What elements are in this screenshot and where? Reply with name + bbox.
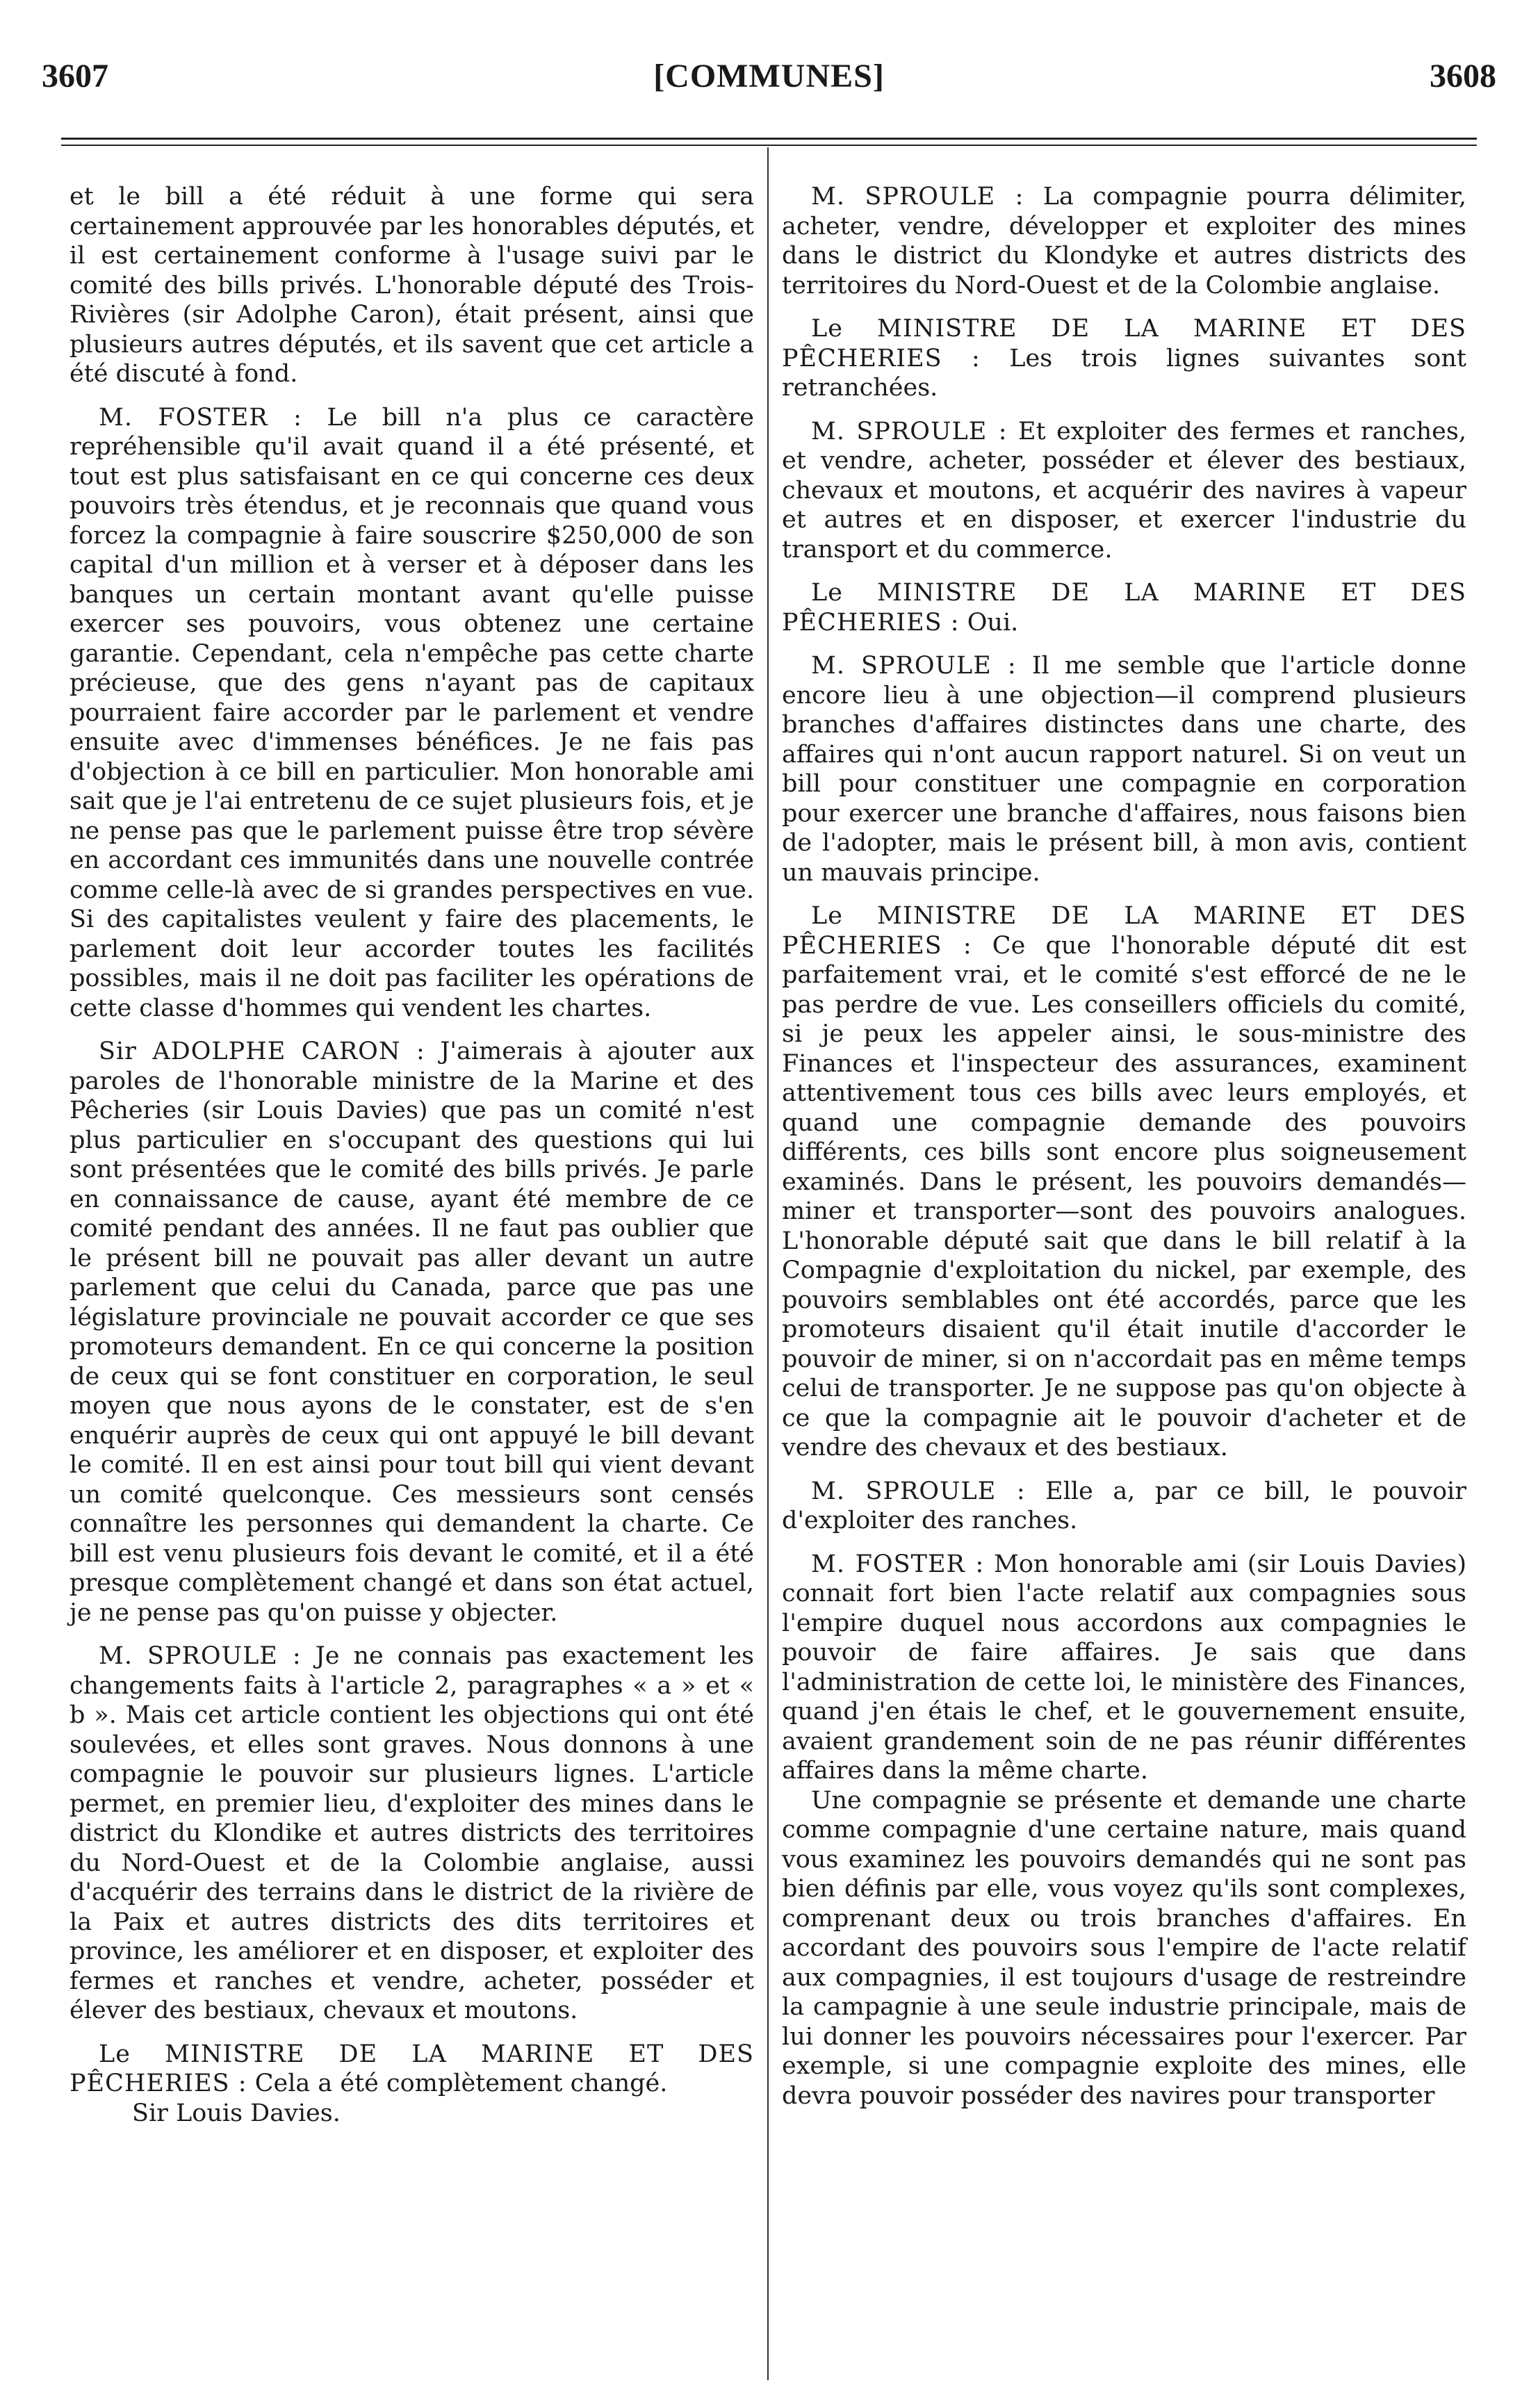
speaker: M. SPROULE : <box>811 417 1008 445</box>
speaker: Le MINISTRE DE LA MARINE ET DES PÊCHERIES : <box>69 2040 754 2097</box>
paragraph <box>782 1477 1466 1536</box>
right-column <box>782 182 1466 2124</box>
speaker: Le MINISTRE DE LA MARINE ET DES PÊCHERIES : <box>782 315 1466 372</box>
speaker: M. SPROULE : <box>811 183 1024 211</box>
speaker: M. SPROULE : <box>811 652 1017 680</box>
paragraph-text: Oui. <box>967 608 1019 637</box>
speaker: M. SPROULE : <box>99 1642 302 1670</box>
paragraph <box>782 901 1466 1463</box>
paragraph <box>69 182 754 389</box>
speaker: M. SPROULE : <box>811 1477 1026 1505</box>
page-header <box>42 57 1496 99</box>
paragraph <box>69 1037 754 1628</box>
paragraph-text: Ce que l'honorable député dit est parfaitement vrai, et le comité s'est efforcé de ne le pas perdre de vue. Les conseillers officiels du comité, si je peux les appeler ainsi, le sous-ministre des Finances et l'inspecteur des assurances, examinent attentivement tous ces bills avec leurs employés, et quand une compagnie demande des pouvoirs différents, ces bills sont encore plus soigneusement examinés. Dans le présent, les pouvoirs demandés—miner et transporter—sont des pouvoirs analogues. L'honorable député sait que dans le bill relatif à la Compagnie d'exploitation du nickel, par exemple, des pouvoirs semblables ont été accordés, parce que les promoteurs disaient qu'il était inutile d'accorder le pouvoir de miner, si on n'accordait pas en même temps celui de transporter. Je ne suppose pas qu'on objecte à ce que la compagnie ait le pouvoir d'acheter et de vendre des chevaux et des bestiaux. <box>782 931 1466 1461</box>
paragraph <box>782 1786 1466 2111</box>
paragraph-text: Sir Louis Davies. <box>132 2099 341 2127</box>
paragraph-text: Mon honorable ami (sir Louis Davies) connait fort bien l'acte relatif aux compagnies sous l'empire duquel nous accordons aux compagnies le pouvoir de faire affaires. Je sais que dans l'administration de cette loi, le ministère des Finances, quand j'en étais le chef, et le gouvernement ensuite, avaient grandement soin de ne pas réunir différentes affaires dans la même charte. <box>782 1550 1466 1785</box>
speaker: M. FOSTER : <box>99 403 302 432</box>
paragraph-text: et le bill a été réduit à une forme qui sera certainement approuvée par les honorables députés, et il est certainement conforme à l'usage suivi par le comité des bills privés. L'honorable député des Trois-Rivières (sir Adolphe Caron), était présent, ainsi que plusieurs autres députés, et ils savent que cet article a été discuté à fond. <box>69 183 754 388</box>
paragraph <box>782 578 1466 637</box>
speaker: Sir ADOLPHE CARON : <box>99 1038 425 1065</box>
paragraph-text: Je ne connais pas exactement les changements faits à l'article 2, paragraphes « a » et « b ». Mais cet article contient les objections qui ont été soulevées, et elles sont graves. Nous donnons à une compagnie le pouvoir sur plusieurs lignes. L'article permet, en premier lieu, d'exploiter des mines dans le district du Klondike et autres districts des territoires du Nord-Ouest et de la Colombie anglaise, aussi d'acquérir des terrains dans le district de la rivière de la Paix et autres districts des dits territoires et province, les améliorer et en disposer, et exploiter des fermes et ranches et vendre, acheter, posséder et élever des bestiaux, chevaux et moutons. <box>69 1642 754 2024</box>
paragraph <box>69 2099 754 2129</box>
page-number-left: 3607 <box>42 58 108 95</box>
running-title: [COMMUNES] <box>653 58 885 95</box>
speaker: Le MINISTRE DE LA MARINE ET DES PÊCHERIES : <box>782 579 1466 637</box>
paragraph-text: Les trois lignes suivantes sont retranchées. <box>782 344 1466 402</box>
paragraph <box>782 182 1466 300</box>
paragraph <box>69 1641 754 2026</box>
paragraph <box>782 417 1466 565</box>
left-column <box>69 182 754 2142</box>
paragraph <box>782 1550 1466 1786</box>
paragraph-text: Le bill n'a plus ce caractère repréhensible qu'il avait quand il a été présenté, et tout est plus satisfaisant en ce qui concerne ces deux pouvoirs très étendus, et je reconnais que quand vous forcez la compagnie à faire souscrire $250,000 de son capital d'un million et à verser et à déposer dans les banques un certain montant avant qu'elle puisse exercer ses pouvoirs, vous obtenez une certaine garantie. Cependant, cela n'empêche pas cette charte précieuse, que des gens n'ayant pas de capitaux pourraient faire accorder par le parlement et vendre ensuite avec d'immenses bénéfices. Je ne fais pas d'objection à ce bill en particulier. Mon honorable ami sait que je l'ai entretenu de ce sujet plusieurs fois, et je ne pense pas que le parlement puisse être trop sévère en accordant ces immunités dans une nouvelle contrée comme celle-là avec de si grandes perspectives en vue. Si des capitalistes veulent y faire des placements, le parlement doit leur accorder toutes les facilités possibles, mais il ne doit pas faciliter les opérations de cette classe d'hommes qui vendent les chartes. <box>69 403 754 1022</box>
speaker: Le MINISTRE DE LA MARINE ET DES PÊCHERIES : <box>782 902 1466 960</box>
paragraph-text: La compagnie pourra délimiter, acheter, vendre, développer et exploiter des mines dans le district du Klondyke et autres districts des territoires du Nord-Ouest et de la Colombie anglaise. <box>782 183 1466 300</box>
paragraph-text: Cela a été complètement changé. <box>254 2070 668 2097</box>
paragraph-text: J'aimerais à ajouter aux paroles de l'honorable ministre de la Marine et des Pêcheries (sir Louis Davies) que pas un comité n'est plus particulier en s'occupant des questions qui lui sont présentées que le comité des bills privés. Je parle en connaissance de cause, ayant été membre de ce comité pendant des années. Il ne faut pas oublier que le présent bill ne pouvait pas aller devant un autre parlement que celui du Canada, parce que pas une législature provinciale ne pouvait accorder ce que ses promoteurs demandent. En ce qui concerne la position de ceux qui se font constituer en corporation, le seul moyen que nous ayons de le constater, est de s'en enquérir auprès de ceux qui ont appuyé le bill devant le comité. Il en est ainsi pour tout bill qui vient devant un comité quelconque. Ces messieurs sont censés connaître les personnes qui demandent la charte. Ce bill est venu plusieurs fois devant le comité, et il a été presque complètement changé et dans son état actuel, je ne pense pas qu'on puisse y objecter. <box>69 1038 754 1627</box>
header-rule <box>61 138 1477 140</box>
page-number-right: 3608 <box>1430 58 1496 95</box>
paragraph <box>69 2040 754 2099</box>
paragraph-text: Et exploiter des fermes et ranches, et vendre, acheter, posséder et élever des bestiaux, chevaux et moutons, et acquérir des navires à vapeur et autres et en disposer, et exercer l'industrie du transport et du commerce. <box>782 417 1466 564</box>
paragraph <box>782 651 1466 887</box>
paragraph <box>782 314 1466 403</box>
speaker: M. FOSTER : <box>811 1550 985 1578</box>
paragraph <box>69 403 754 1024</box>
paragraph-text: Elle a, par ce bill, le pouvoir d'exploiter des ranches. <box>782 1477 1466 1534</box>
paragraph-text: Une compagnie se présente et demande une charte comme compagnie d'une certaine nature, mais quand vous examinez les pouvoirs demandés qui ne sont pas bien définis par elle, vous voyez qu'ils sont complexes, comprenant deux ou trois branches d'affaires. En accordant des pouvoirs sous l'empire de l'acte relatif aux compagnies, il est toujours d'usage de restreindre la campagnie à une seule industrie principale, mais de lui donner les pouvoirs nécessaires pour l'exercer. Par exemple, si une compagnie exploite des mines, elle devra pouvoir posséder des navires pour transporter <box>782 1786 1466 2110</box>
column-divider <box>767 147 769 2380</box>
header-rule-thin <box>61 145 1477 146</box>
paragraph-text: Il me semble que l'article donne encore lieu à une objection—il comprend plusieurs branches d'affaires distinctes dans une charte, des affaires qui n'ont aucun rapport naturel. Si on veut un bill pour constituer une compagnie en corporation pour exercer une branche d'affaires, nous faisons bien de l'adopter, mais le présent bill, à mon avis, contient un mauvais principe. <box>782 652 1466 887</box>
